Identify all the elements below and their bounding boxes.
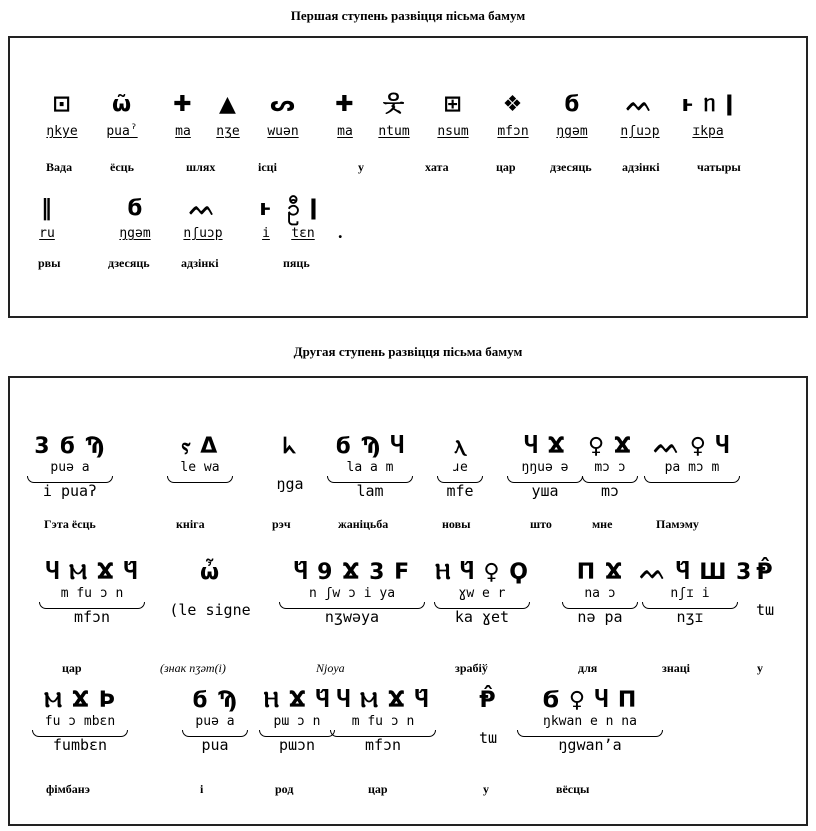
glyph-unit	[423, 92, 483, 140]
syllable-reading: na ɔ	[584, 586, 616, 601]
bamum-glyph: ᨓ ♀ Ⴗ	[653, 434, 731, 459]
syllable-reading: mɔ ɔ	[594, 460, 626, 475]
syllable-reading: ɹe	[452, 460, 468, 475]
syllable-reading: ŋŋuə ə	[521, 460, 569, 475]
gloss-text: цар	[496, 160, 516, 174]
word-reading	[165, 483, 235, 501]
bamum-glyph: ⱶ ᥒ ǀ	[681, 92, 735, 117]
glyph-unit	[364, 92, 424, 140]
gloss-text: ёсць	[110, 160, 134, 174]
glyph-unit	[253, 92, 313, 140]
word-reading: (le signe	[169, 601, 251, 619]
gloss-text: Njoya	[316, 661, 345, 675]
bamum-glyph: ϭ Ϡ	[191, 688, 239, 713]
word-reading: fumbɛn	[52, 736, 108, 754]
gloss-text: новы	[442, 517, 471, 531]
bamum-glyph: ϭ	[126, 196, 144, 221]
syllable-reading: puə a	[50, 460, 90, 475]
transliteration: i	[262, 226, 270, 241]
gloss-text: адзінкі	[622, 160, 660, 174]
word-reading: lam	[356, 482, 384, 500]
syllable-reading	[745, 586, 785, 602]
syllable-reading: le wa	[180, 460, 220, 475]
glyph-unit	[560, 560, 640, 627]
bamum-glyph: ♀ Ϫ	[587, 434, 633, 459]
syllable-reading: nʃɪ i	[670, 586, 710, 601]
transliteration: nsum	[437, 124, 469, 139]
glyph-unit	[678, 92, 738, 140]
word-reading: tɯ	[478, 729, 498, 747]
bamum-glyph: ဦ ǀ	[287, 196, 319, 221]
gloss-text: зрабіў	[455, 661, 488, 675]
transliteration: tɛn	[291, 226, 315, 241]
gloss-text: шлях	[186, 160, 216, 174]
syllable-reading: m fu ɔ n	[60, 586, 124, 601]
word-reading: mfe	[446, 482, 474, 500]
gloss-text: чатыры	[697, 160, 741, 174]
bamum-glyph: Ⲏ Ϫ Ⴗ̂	[263, 688, 331, 713]
gloss-text: рэч	[272, 517, 291, 531]
glyph-unit	[435, 434, 485, 501]
gloss-text: фімбанэ	[46, 782, 90, 796]
word-reading: nʒɪ	[676, 608, 704, 626]
syllable-reading	[155, 586, 265, 602]
gloss-text: кніга	[176, 517, 205, 531]
syllable-reading: ŋkwan e n na	[543, 714, 637, 729]
gloss-text: у	[757, 661, 763, 675]
stage1-box	[8, 36, 808, 318]
stage1-title: Першая ступень развіцця пісьма бамум	[290, 8, 526, 23]
word-reading: mɔ	[600, 482, 620, 500]
word-reading: pɯɔn	[278, 736, 316, 754]
bamum-glyph: ᨓ Ⴗ̂ Ш 3	[640, 560, 753, 585]
word-reading: nə pa	[577, 608, 623, 626]
transliteration: mfɔn	[497, 124, 529, 139]
glyph-unit	[155, 560, 265, 620]
word-reading: ŋga	[276, 475, 304, 493]
bamum-glyph: ⊞	[443, 92, 463, 117]
syllable-reading: ɣw e r	[458, 586, 506, 601]
stage2-title: Другая ступень развіцця пісьма бамум	[293, 344, 523, 359]
glyph-unit	[432, 560, 532, 627]
glyph-unit	[32, 92, 92, 140]
glyph-unit	[642, 434, 742, 501]
bamum-glyph: ‖	[41, 196, 53, 221]
syllable-reading	[468, 714, 508, 730]
bamum-glyph: Ⴗ Ϫ	[524, 434, 566, 459]
syllable-reading	[265, 460, 315, 476]
transliteration: nʒe	[216, 124, 240, 139]
gloss-text: цар	[62, 661, 82, 675]
gloss-text: і	[200, 782, 204, 796]
bamum-glyph: ῶ	[111, 92, 133, 117]
underbrace	[167, 476, 233, 483]
transliteration: wuən	[267, 124, 299, 139]
gloss-text: рвы	[38, 256, 61, 270]
bamum-glyph: ✚	[173, 92, 193, 117]
bamum-glyph: ϭ Ϡ Ⴗ	[335, 434, 405, 459]
bamum-glyph: Ⴗ̂ 9 Ϫ 3 Ϝ	[293, 560, 411, 585]
bamum-glyph: 웃	[382, 92, 406, 117]
glyph-unit	[17, 196, 77, 242]
stage1-end-dot: .	[338, 222, 343, 242]
glyph-unit	[105, 196, 165, 242]
glyph-unit	[515, 688, 665, 755]
transliteration: ma	[337, 124, 353, 139]
syllable-reading: pa mɔ m	[664, 460, 720, 475]
bamum-glyph: ⲗ	[454, 434, 466, 459]
glyph-unit	[257, 688, 337, 755]
transliteration: ŋgəm	[119, 226, 151, 241]
gloss-text: Гэта ёсць	[44, 517, 96, 531]
syllable-reading: m fu ɔ n	[351, 714, 415, 729]
transliteration: puaˀ	[106, 124, 138, 139]
glyph-unit	[37, 560, 147, 627]
gloss-text: Памэму	[656, 517, 699, 531]
bamum-glyph: ⲋ Δ	[181, 434, 219, 459]
glyph-unit	[273, 196, 333, 242]
gloss-text: у	[358, 160, 364, 174]
transliteration: nʃuɔp	[183, 226, 223, 241]
gloss-text: пяць	[283, 256, 310, 270]
syllable-reading: pɯ ɔ n	[273, 714, 321, 729]
bamum-glyph: Ⴗ Ⲙ Ϫ Ⴗ̂	[45, 560, 139, 585]
glyph-unit	[173, 196, 233, 242]
gloss-text: цар	[368, 782, 388, 796]
transliteration: ɪkpa	[692, 124, 724, 139]
bamum-glyph: ϭ	[563, 92, 581, 117]
gloss-text: (знак nʒəm(i)	[160, 661, 226, 675]
word-reading: ŋgwanʼa	[558, 736, 622, 754]
glyph-unit	[265, 434, 315, 494]
word-reading: tɯ	[755, 601, 775, 619]
word-reading: mfɔn	[364, 736, 402, 754]
transliteration: nʃuɔp	[620, 124, 660, 139]
gloss-text: ісці	[258, 160, 277, 174]
bamum-glyph: Ⲙ Ϫ Ϸ	[44, 688, 116, 713]
word-reading: i puaʔ	[42, 482, 98, 500]
syllable-reading: puə a	[195, 714, 235, 729]
glyph-unit	[165, 434, 235, 501]
word-reading: pua	[201, 736, 229, 754]
word-reading: nʒwəya	[324, 608, 380, 626]
gloss-text: што	[530, 517, 552, 531]
glyph-unit	[505, 434, 585, 501]
word-reading: mfɔn	[73, 608, 111, 626]
glyph-unit	[610, 92, 670, 140]
bamum-glyph: ▲	[219, 92, 237, 117]
bamum-glyph: Ᵽ̂	[756, 560, 774, 585]
transliteration: ŋgəm	[556, 124, 588, 139]
gloss-text: дзесяць	[550, 160, 592, 174]
glyph-unit	[542, 92, 602, 140]
bamum-glyph: ⊡	[52, 92, 72, 117]
glyph-unit	[180, 688, 250, 755]
glyph-unit	[325, 434, 415, 501]
gloss-text: вёсцы	[556, 782, 590, 796]
bamum-glyph: ❖	[502, 92, 524, 117]
syllable-reading: fu ɔ mbɛn	[44, 714, 116, 729]
syllable-reading: n ʃw ɔ i ya	[308, 586, 396, 601]
transliteration: ŋkye	[46, 124, 78, 139]
bamum-glyph: Ⴗ Ⲙ Ϫ Ⴗ̂	[336, 688, 430, 713]
glyph-unit	[198, 92, 258, 140]
glyph-unit	[25, 434, 115, 501]
glyph-unit	[92, 92, 152, 140]
bamum-glyph: ὦ	[199, 560, 221, 585]
gloss-text: жаніцьба	[338, 517, 389, 531]
glyph-unit	[468, 688, 508, 748]
bamum-glyph: ᖾ	[283, 434, 297, 459]
gloss-text: адзінкі	[181, 256, 219, 270]
glyph-unit	[640, 560, 753, 627]
gloss-text: у	[483, 782, 489, 796]
gloss-text: Вада	[46, 160, 73, 174]
bamum-glyph: Ϭ ♀ Ⴗ Π	[542, 688, 638, 713]
gloss-text: для	[578, 661, 598, 675]
gloss-text: дзесяць	[108, 256, 150, 270]
bamum-glyph: 3 ϭ Ϡ	[34, 434, 106, 459]
glyph-unit	[580, 434, 640, 501]
bamum-glyph: ᨓ	[189, 196, 217, 221]
transliteration: ma	[175, 124, 191, 139]
word-reading: ka ɣet	[454, 608, 510, 626]
glyph-unit	[745, 560, 785, 620]
gloss-text: род	[275, 782, 294, 796]
bamum-glyph: ⱶ	[259, 196, 273, 221]
bamum-glyph: Π Ϫ	[576, 560, 624, 585]
bamum-glyph: ✚	[335, 92, 355, 117]
transliteration: ntum	[378, 124, 410, 139]
glyph-unit	[277, 560, 427, 627]
syllable-reading: la a m	[346, 460, 394, 475]
bamum-glyph: Ᵽ̂	[479, 688, 497, 713]
glyph-unit	[483, 92, 543, 140]
underbrace	[644, 476, 740, 483]
bamum-glyph: Ⲏ Ⴗ̂ ♀ Ϙ	[435, 560, 529, 585]
gloss-text: мне	[592, 517, 613, 531]
bamum-glyph: ᔕ	[270, 92, 296, 117]
word-reading: уша	[531, 482, 559, 500]
gloss-text: хата	[425, 160, 449, 174]
glyph-unit	[30, 688, 130, 755]
glyph-unit	[328, 688, 438, 755]
gloss-text: знаці	[662, 661, 690, 675]
transliteration: ru	[39, 226, 55, 241]
bamum-glyph: ᨓ	[626, 92, 654, 117]
word-reading	[642, 483, 742, 501]
